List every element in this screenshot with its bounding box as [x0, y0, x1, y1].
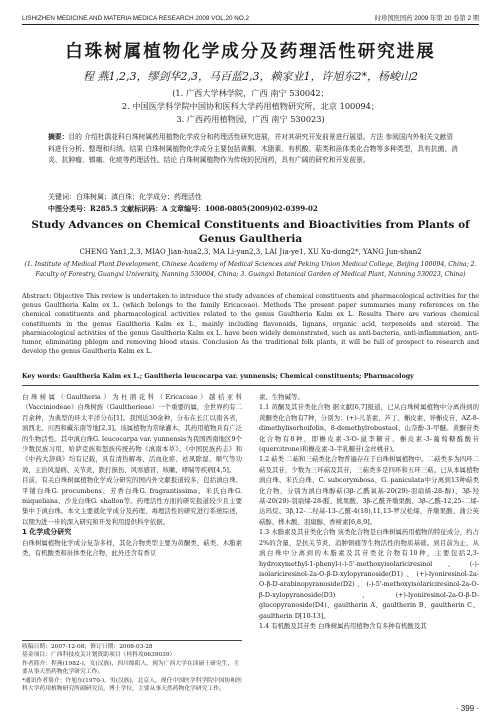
english-keywords: Key words: Gaultheria Kalm ex L.; Gaultheria leucocarpa var. yunnensis; Chemical constituents; Pharmacology — [22, 373, 414, 380]
affiliation-3: 3. 广西药用植物园，广西 南宁 530023) — [176, 114, 325, 124]
right-column — [259, 392, 479, 631]
footnote-received: 收稿日期：2007-12-08；修订日期：2008-03-28 — [22, 644, 153, 650]
right-paragraph-3: 1.2 萜类 二萜和三萜类化合物普遍存在于白珠树属植物中。二萜类多为四环二萜及其苷，少数为三环萜及其苷，三萜类多是四环和五环三萜。已从本属植物滇白珠、米氏白珠、C. subcorymbosa、G. paniculata中分离到13种萜类化合物，分别为滇白珠醇萜(3β-乙酰氧基-20(29)-羽扇烯-28-醇)、3β-羟基-20(29)-羽扇烯-28-醛、熊果酸、3β-乙酰齐墩果酸、3β-乙酰-12,25-二烯-达玛烷、3β,12-二羟基-13-乙酰-4(18),11,13-罗汉松烯、齐墩果酸、蒲公英萜醇、桦木酸、羽扇醇、香树素[6,8,9]。 — [259, 455, 479, 526]
right-paragraph-1: 素、生物碱等。 — [259, 393, 304, 401]
affiliation-2: 2. 中国医学科学院中国协和医科大学药用植物研究所，北京 100094； — [121, 101, 380, 111]
footnotes — [22, 640, 242, 693]
left-paragraph-2: 目前，有关白珠树属植物化学成分研究的国内外文献报道较多，包括滇白珠、平铺白珠G. procumbens、芳香白珠G. fragrantissima、米氏白珠G. miqueliana、沙龙白珠G. shallon等。药理活性方面的研究报道较少且主要集中于滇白珠。本文主要就化学成分及药理、毒理活性的研究进行系统综述，以期为进一步的深入研究和开发利用提供科学依据。 — [22, 476, 242, 526]
left-paragraph-1: 白珠树属（Gaultheria）为杜鹃花科（Ericaceae）越桔亚科（Vacciniodeae）白珠树族（Gaultherieae）一个重要的属，全世界约有二百余种，为典型的环太平洋分布[1]。我国近30余种，分布在长江以南各省，滇西北、川西和藏东南等地[2,3]。该属植物为常绿灌木，其药用植物具有广泛的生物活性。其中滇白珠G. leucocarpa var. yunnensis为我国西南地区9个少数民族习用，哈萨克族和怒族传统药物《滇南本草》、《中国民族药志》和《中药大辞典》均有记载，具有清热解毒、活血化瘀、祛风除湿、顺气等功效，主治风湿病、关节炎、跌打损伤、风寒感冒、咳嗽、哮喘等疾病[4,5]。 — [22, 393, 242, 474]
article-title: 白珠树属植物化学成分及药理活性研究进展 — [65, 42, 436, 62]
chinese-keywords: 关键词：白珠树属；滇白珠；化学成分；药理活性 — [48, 193, 202, 201]
section-1-text: 白珠树属植物化学成分复杂多样，其化合物类型主要为黄酮类、萜类、木脂素类、有机酸类和甾体类化合物，此外还含有香豆 — [22, 538, 242, 558]
footnote-corresponding: *通讯作者简介：许旭东(1970-)，男(汉族)，北京人，现任中国医学科学院中国协和医科大学药用植物研究所副研究员，博士学位，主要从事天然药物化学研究工作。 — [22, 677, 242, 693]
footnote-funding: 基金项目：广西科技攻关计划资助项目（桂科攻0639039） — [22, 652, 176, 659]
running-header-left: LISHIZHEN MEDICINE AND MATERIA MEDICA RESEARCH 2009 VOL.20 NO.2 — [22, 15, 249, 22]
author-list: 程 燕1,2,3，缪剑华2,3，马百蓝2,3，赖家业1，许旭东2*，杨峻山2 — [83, 70, 418, 83]
running-header — [22, 8, 479, 25]
chinese-abstract — [48, 132, 458, 167]
page-number: · 399 · — [455, 704, 479, 713]
abstract-label: 摘要： — [48, 133, 69, 141]
right-paragraph-5: 1.4 有机酸及其苷类 白珠树属药用植物含有多种有机酸及其 — [259, 621, 427, 630]
english-authors: CHENG Yan1,2,3, MIAO Jian-hua2,3, MA Li-yan2,3, LAI Jia-ye1, XU Xu-dong2*, YANG Jun-shan2 — [79, 248, 422, 256]
running-header-right: 时珍国医国药 2009 年第 20 卷第 2 期 — [374, 15, 479, 22]
right-paragraph-2: 1.1 黄酮及其苷类化合物 据文献[6,7]报道，已从白珠树属植物中分离得到的黄酮类化合物有7种，分别为：(+)-儿茶素、芦丁、槲皮素、异槲皮苷、AZ-8-dimethylisorhoifolin、8-demethylrobustaol、山奈酚-3-甲醚。黄酮苷类化合物有8种，即槲皮素-3-O-鼠李糖苷、槲皮素-3-葡萄糖醛酸苷(quercitrone)和槲皮素-3-半乳糖苷(金丝桃苷)。 — [259, 403, 479, 454]
english-affiliations: (1. Institute of Medical Plant Development, Chinese Academy of Medical Sciences and Peking Union Medical College, Beijing 100094, China; 2. Faculty of Forestry, Guangxi University, Nanning 530004, China; 3. Guangxi Botanical Garden of Medical Plant, Nanning 530023, China) — [24, 261, 477, 278]
abstract-text: 目的 介绍杜鹃花科白珠树属药用植物化学成分和药理活性研究进展，并对其研究开发前景进行展望。方法 参阅国内外相关文献资料进行分析、整理和归纳。结果 白珠树属植物化学成分主要包括黄酮、木脂素、有机酸、萜类和甾体类化合物等多种类型，具有抗菌、消炎、抗肿瘤、镇痛、化痰等药理活性。结论 白珠树属植物作为传统的民间药，具有广阔的研究和开发前景。 — [48, 133, 458, 165]
classification-line: 中图分类号：R285.5 文献标识码：A 文章编号：1008-0805(2009)02-0399-02 — [48, 204, 318, 213]
section-divider — [22, 385, 479, 386]
english-title: Study Advances on Chemical Constituents and Bioactivities from Plants of Genus Gaultheria — [31, 219, 470, 245]
section-1-heading: 1 化学成分研究 — [22, 528, 72, 537]
left-column — [22, 392, 242, 559]
english-abstract: Abstract: Objective This review is undertaken to introduce the study advances of chemical constituents and pharmacological activities for the genus Gaultheria Kalm ex L. (which belongs to the family Ericaceae). Methods The present paper summaries many references on the chemical constituents and pharmacological activities related to the genus Gaultheria Kalm ex L. Results There are various chemical constituents in the genus Gaultheria Kalm ex L., mainly including flavonoids, lignans, organic acid, terpenoids and steroid. The pharmacological activities of the genus Gaultheria Kalm ex L. have been widely demonstrated, such as anti-bacteria, anti-inflammation, anti-tumor, eliminating phlegm and removing blood stasis. Conclusion As the traditional folk plants, it will be full of prospect to research and develop the genus Gaultheria Kalm ex L. — [22, 293, 479, 356]
right-paragraph-4: 1.3 木脂素及其苷类化合物 该类化合物是白珠树属药用植物的特征成分，约占2%的含量，是抗关节炎、消肿镇痛等生物活性的物质基础。到目前为止，从滇白珠中分离到的木脂素及其苷类化合物有10种，主要包括2,3-hydroxymethyl-1-phenyl-(-)-5'-methoxyisolariciresinol、(-)-isolariciresinol-2a-O-β-D-xylopyranoside(D1)、(+)-lyoniresinol-2a-O-β-D-arabinopyranoside(D2)、(-)-5'-methoxyisolariciresinol-2a-O-β-D-xylopyranoside(D3)、(+)-lyoniresinol-2a-O-β-D-glucopyranoside(D4)、gaultherin A、gaultherin B、gaultherin C、gaultherin D[10-13]。 — [259, 528, 479, 620]
footnote-author: 作者简介：程燕(1982-)，女(汉族)，四川绵阳人，现为广西大学在读硕士研究生，主要从事天然药物化学研究工作。 — [22, 660, 240, 676]
affiliation-1: (1. 广西大学林学院，广西 南宁 530042； — [172, 88, 329, 98]
